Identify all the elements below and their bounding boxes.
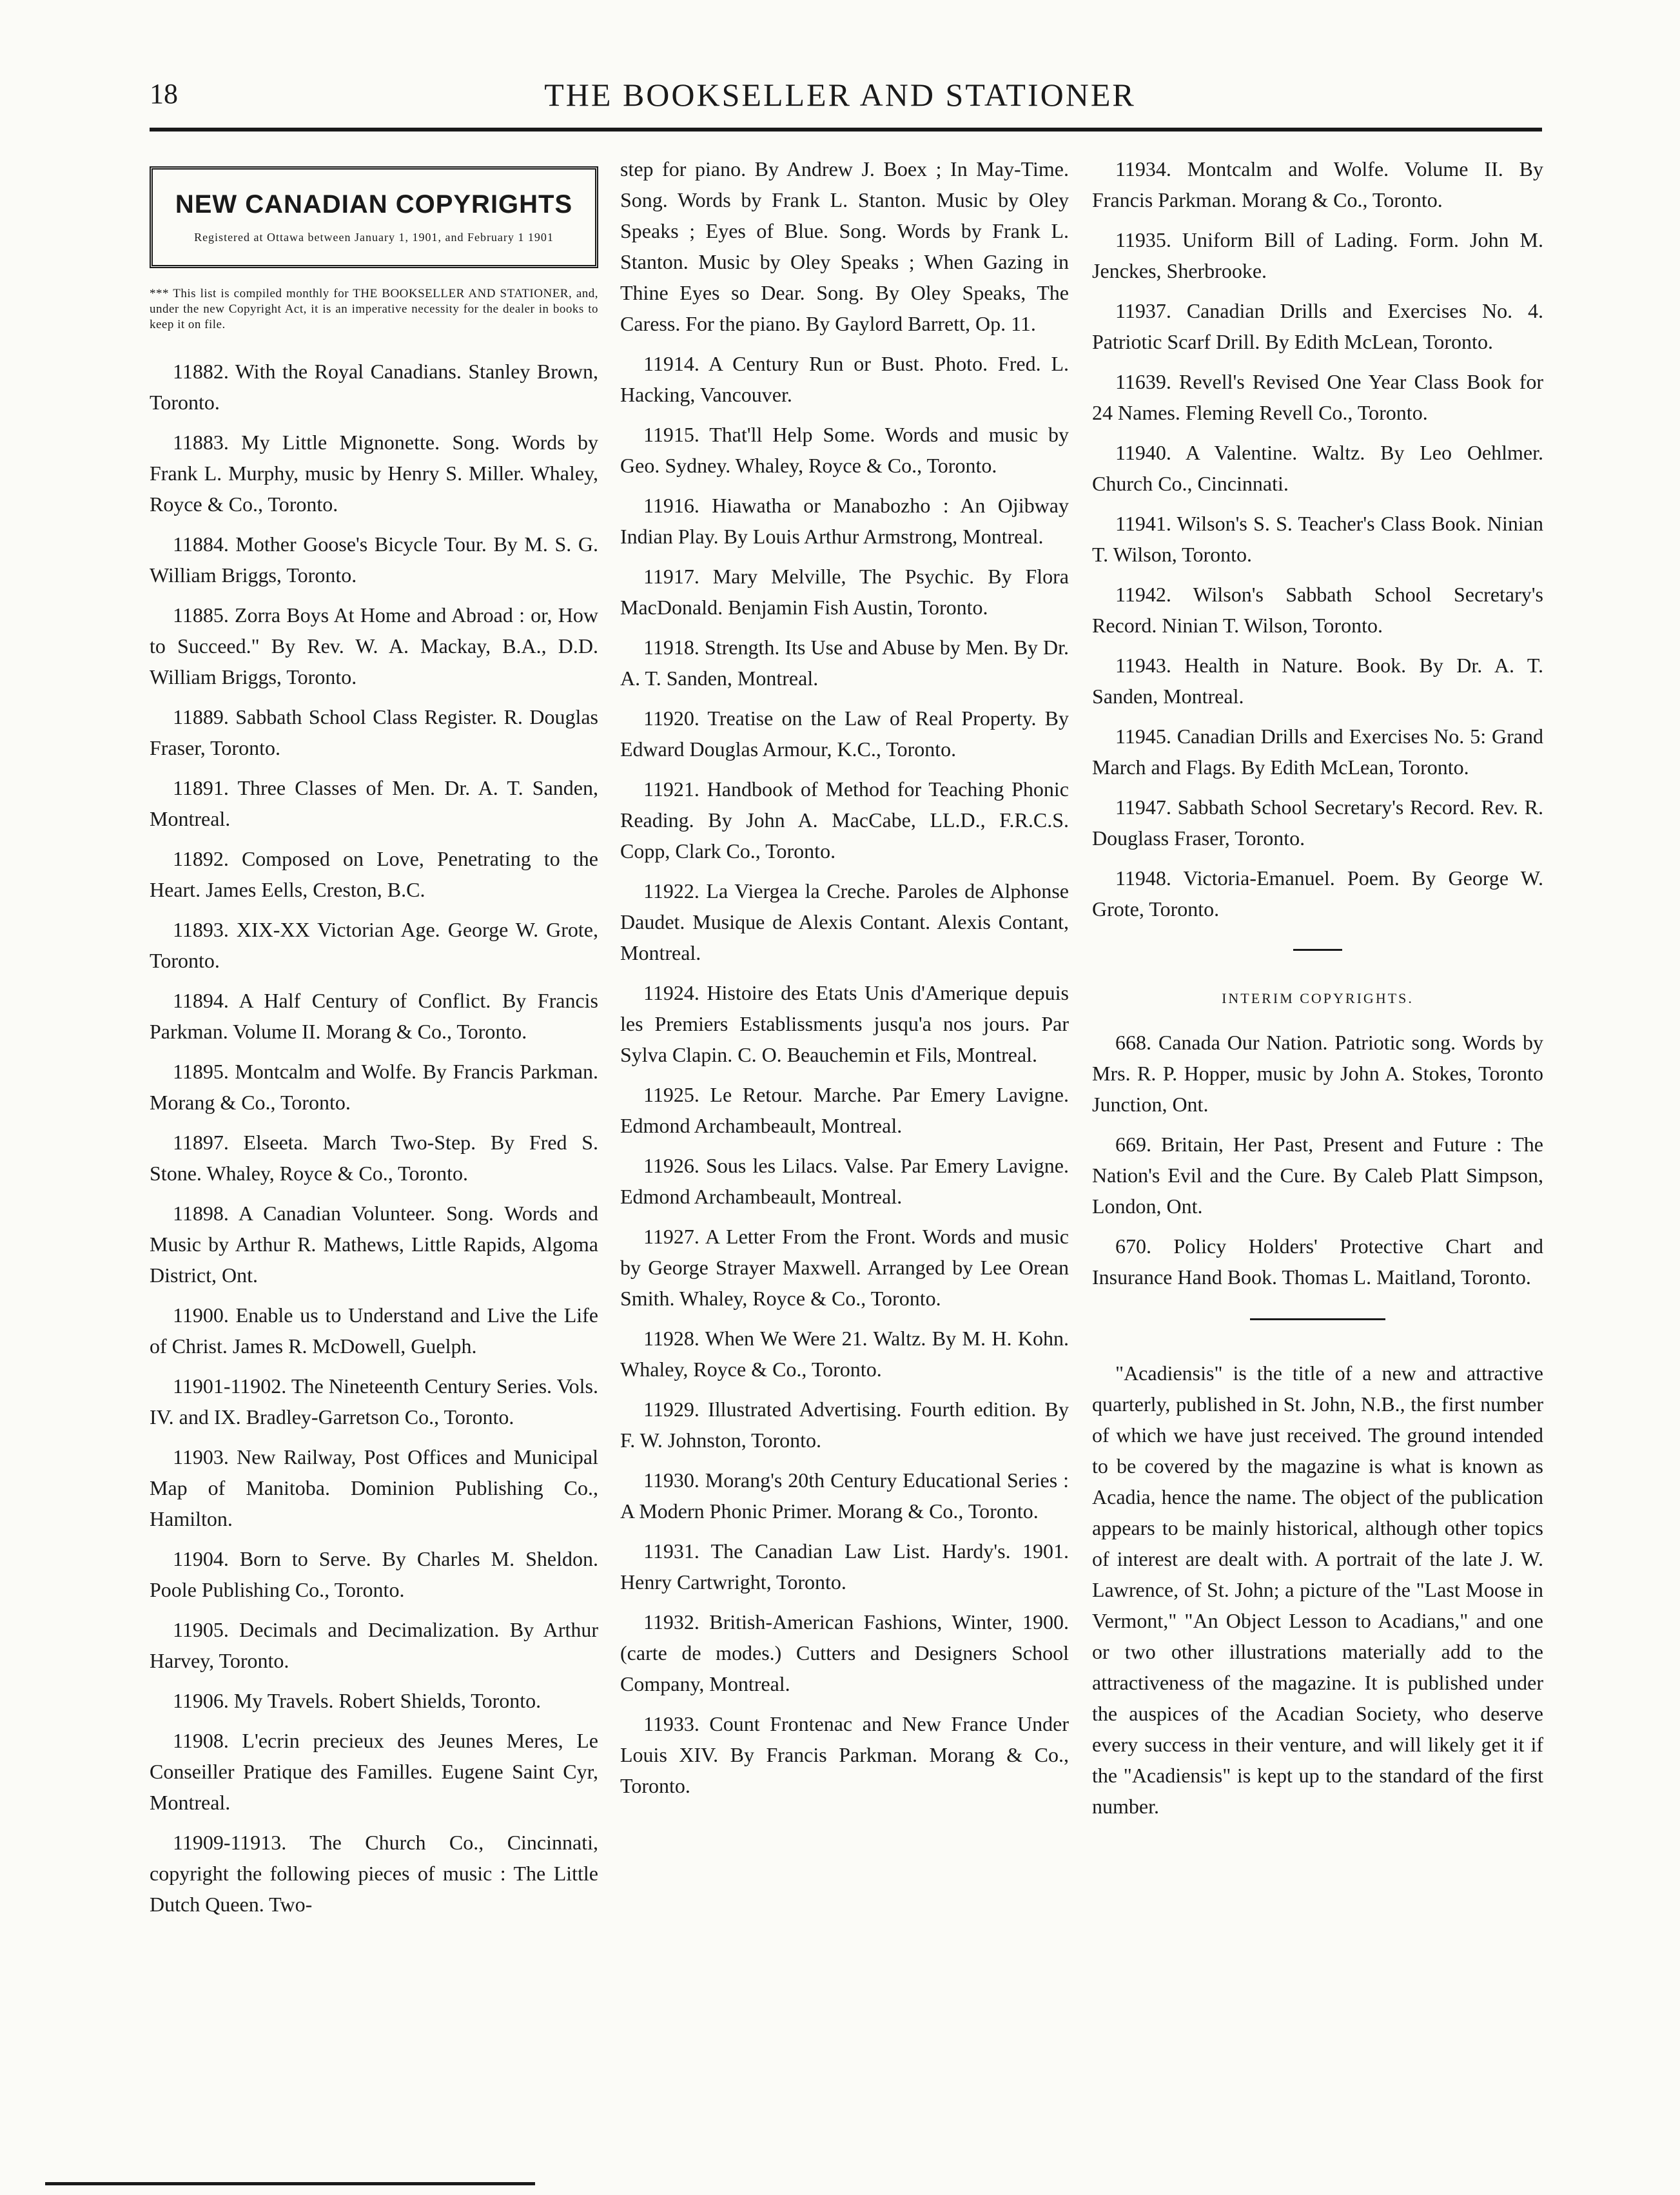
list-item: 11930. Morang's 20th Century Educational Series : A Modern Phonic Primer. Morang & Co., Toronto.: [620, 1468, 1069, 1523]
box-title: NEW CANADIAN COPYRIGHTS: [175, 190, 573, 219]
page-number: 18: [150, 78, 178, 110]
list-item: 11885. Zorra Boys At Home and Abroad : or, How to Succeed." By Rev. W. A. Mackay, B.A., D.D. William Briggs, Toronto.: [150, 603, 598, 688]
list-item: 11921. Handbook of Method for Teaching Phonic Reading. By John A. MacCabe, LL.D., F.R.C.S. Copp, Clark Co., Toronto.: [620, 777, 1069, 863]
list-item: 11901-11902. The Nineteenth Century Series. Vols. IV. and IX. Bradley-Garretson Co., Toronto.: [150, 1374, 598, 1429]
list-item: 11927. A Letter From the Front. Words and music by George Strayer Maxwell. Arranged by Lee Orean Smith. Whaley, Royce & Co., Toronto.: [620, 1225, 1069, 1310]
interim-item: 669. Britain, Her Past, Present and Future : The Nation's Evil and the Cure. By Caleb Platt Simpson, London, Ont.: [1092, 1133, 1543, 1218]
list-item: 11934. Montcalm and Wolfe. Volume II. By Francis Parkman. Morang & Co., Toronto.: [1092, 157, 1543, 211]
list-item: 11898. A Canadian Volunteer. Song. Words and Music by Arthur R. Mathews, Little Rapids, Algoma District, Ont.: [150, 1202, 598, 1287]
list-item: 11917. Mary Melville, The Psychic. By Flora MacDonald. Benjamin Fish Austin, Toronto.: [620, 565, 1069, 619]
footer-rule: [45, 2182, 535, 2185]
list-item: 11903. New Railway, Post Offices and Municipal Map of Manitoba. Dominion Publishing Co., Hamilton.: [150, 1445, 598, 1530]
list-item: 11926. Sous les Lilacs. Valse. Par Emery Lavigne. Edmond Archambeault, Montreal.: [620, 1154, 1069, 1208]
list-item: 11904. Born to Serve. By Charles M. Sheldon. Poole Publishing Co., Toronto.: [150, 1547, 598, 1601]
list-item: 11891. Three Classes of Men. Dr. A. T. Sanden, Montreal.: [150, 776, 598, 830]
list-item: 11895. Montcalm and Wolfe. By Francis Parkman. Morang & Co., Toronto.: [150, 1060, 598, 1114]
list-item: 11943. Health in Nature. Book. By Dr. A. T. Sanden, Montreal.: [1092, 654, 1543, 708]
list-item: 11947. Sabbath School Secretary's Record. Rev. R. Douglass Fraser, Toronto.: [1092, 795, 1543, 850]
list-item: 11940. A Valentine. Waltz. By Leo Oehlmer. Church Co., Cincinnati.: [1092, 441, 1543, 495]
list-item: 11915. That'll Help Some. Words and music by Geo. Sydney. Whaley, Royce & Co., Toronto.: [620, 423, 1069, 477]
interim-item: 668. Canada Our Nation. Patriotic song. Words by Mrs. R. P. Hopper, music by John A. Stokes, Toronto Junction, Ont.: [1092, 1031, 1543, 1116]
list-item: 11931. The Canadian Law List. Hardy's. 1901. Henry Cartwright, Toronto.: [620, 1539, 1069, 1594]
header-rule: [150, 128, 1542, 132]
list-item: 11906. My Travels. Robert Shields, Toronto.: [173, 1689, 542, 1712]
list-item: step for piano. By Andrew J. Boex ; In May-Time. Song. Words by Frank L. Stanton. Music by Oley Speaks ; Eyes of Blue. Song. Words by Frank L. Stanton. Music by Oley Speaks ; When Gazing in Thine Eyes so Dear. Song. By Oley Speaks, The Caress. For the piano. By Gaylord Barrett, Op. 11.: [620, 157, 1069, 335]
list-item: 11928. When We Were 21. Waltz. By M. H. Kohn. Whaley, Royce & Co., Toronto.: [620, 1327, 1069, 1381]
section-divider: [1250, 1318, 1385, 1320]
list-item: 11908. L'ecrin precieux des Jeunes Meres, Le Conseiller Pratique des Familles. Eugene Saint Cyr, Montreal.: [150, 1729, 598, 1814]
list-item: 11894. A Half Century of Conflict. By Francis Parkman. Volume II. Morang & Co., Toronto.: [150, 989, 598, 1043]
list-item: 11935. Uniform Bill of Lading. Form. John M. Jenckes, Sherbrooke.: [1092, 228, 1543, 282]
list-item: 11909-11913. The Church Co., Cincinnati, copyright the following pieces of music : The Little Dutch Queen. Two-: [150, 1831, 598, 1916]
list-item: 11893. XIX-XX Victorian Age. George W. Grote, Toronto.: [150, 918, 598, 972]
list-item: 11942. Wilson's Sabbath School Secretary's Record. Ninian T. Wilson, Toronto.: [1092, 583, 1543, 637]
compilation-note: *** This list is compiled monthly for THE BOOKSELLER AND STATIONER, and, under the new Copyright Act, it is an imperative necessity for the dealer in books to keep it on file.: [150, 287, 598, 331]
interim-heading: INTERIM COPYRIGHTS.: [1222, 990, 1414, 1006]
running-head: THE BOOKSELLER AND STATIONER: [544, 77, 1136, 113]
list-item: 11884. Mother Goose's Bicycle Tour. By M. S. G. William Briggs, Toronto.: [150, 532, 598, 587]
section-divider: [1293, 949, 1342, 951]
list-item: 11920. Treatise on the Law of Real Property. By Edward Douglas Armour, K.C., Toronto.: [620, 707, 1069, 761]
column-2: [620, 153, 1069, 1810]
list-item: 11916. Hiawatha or Manabozho : An Ojibway Indian Play. By Louis Arthur Armstrong, Montreal.: [620, 494, 1069, 548]
list-item: 11941. Wilson's S. S. Teacher's Class Book. Ninian T. Wilson, Toronto.: [1092, 512, 1543, 566]
list-item: 11900. Enable us to Understand and Live the Life of Christ. James R. McDowell, Guelph.: [150, 1303, 598, 1358]
list-item: 11948. Victoria-Emanuel. Poem. By George W. Grote, Toronto.: [1092, 866, 1543, 921]
copyrights-box: [150, 166, 598, 268]
list-item: 11932. British-American Fashions, Winter, 1900. (carte de modes.) Cutters and Designers School Company, Montreal.: [620, 1610, 1069, 1695]
list-item: 11929. Illustrated Advertising. Fourth edition. By F. W. Johnston, Toronto.: [620, 1398, 1069, 1452]
column-1: [150, 153, 598, 1929]
list-item: 11883. My Little Mignonette. Song. Words by Frank L. Murphy, music by Henry S. Miller. Whaley, Royce & Co., Toronto.: [150, 431, 598, 516]
interim-item: 670. Policy Holders' Protective Chart and Insurance Hand Book. Thomas L. Maitland, Toronto.: [1092, 1234, 1543, 1289]
list-item: 11924. Histoire des Etats Unis d'Amerique depuis les Premiers Establissments jusqu'a nos jours. Par Sylva Clapin. C. O. Beauchemin et Fils, Montreal.: [620, 981, 1069, 1066]
list-item: 11933. Count Frontenac and New France Under Louis XIV. By Francis Parkman. Morang & Co., Toronto.: [620, 1712, 1069, 1797]
list-item: 11925. Le Retour. Marche. Par Emery Lavigne. Edmond Archambeault, Montreal.: [620, 1083, 1069, 1137]
list-item: 11897. Elseeta. March Two-Step. By Fred S. Stone. Whaley, Royce & Co., Toronto.: [150, 1131, 598, 1185]
list-item: 11882. With the Royal Canadians. Stanley Brown, Toronto.: [150, 360, 598, 414]
list-item: 11889. Sabbath School Class Register. R. Douglas Fraser, Toronto.: [150, 705, 598, 759]
list-item: 11905. Decimals and Decimalization. By Arthur Harvey, Toronto.: [150, 1618, 598, 1672]
box-subtitle: Registered at Ottawa between January 1, 1901, and February 1 1901: [194, 231, 554, 244]
list-item: 11639. Revell's Revised One Year Class Book for 24 Names. Fleming Revell Co., Toronto.: [1092, 370, 1543, 424]
list-item: 11892. Composed on Love, Penetrating to the Heart. James Eells, Creston, B.C.: [150, 847, 598, 901]
column-3: [1092, 153, 1543, 1822]
list-item: 11945. Canadian Drills and Exercises No. 5: Grand March and Flags. By Edith McLean, Toronto.: [1092, 725, 1543, 779]
list-item: 11914. A Century Run or Bust. Photo. Fred. L. Hacking, Vancouver.: [620, 352, 1069, 406]
acadiensis-article: "Acadiensis" is the title of a new and attractive quarterly, published in St. John, N.B., the first number of which we have just received. The ground intended to be covered by the magazine is what is known as Acadia, hence the name. The object of the publication appears to be mainly historical, although other topics of interest are dealt with. A portrait of the late J. W. Lawrence, of St. John; a picture of the "Last Moose in Vermont," "An Object Lesson to Acadians," and one or two other illustrations materially add to the attractiveness of the magazine. It is published under the auspices of the Acadian Society, who deserve every success in their venture, and will likely get it if the "Acadiensis" is kept up to the standard of the first number.: [1092, 1361, 1543, 1818]
list-item: 11937. Canadian Drills and Exercises No. 4. Patriotic Scarf Drill. By Edith McLean, Toronto.: [1092, 299, 1543, 353]
list-item: 11922. La Viergea la Creche. Paroles de Alphonse Daudet. Musique de Alexis Contant. Alexis Contant, Montreal.: [620, 879, 1069, 964]
list-item: 11918. Strength. Its Use and Abuse by Men. By Dr. A. T. Sanden, Montreal.: [620, 636, 1069, 690]
